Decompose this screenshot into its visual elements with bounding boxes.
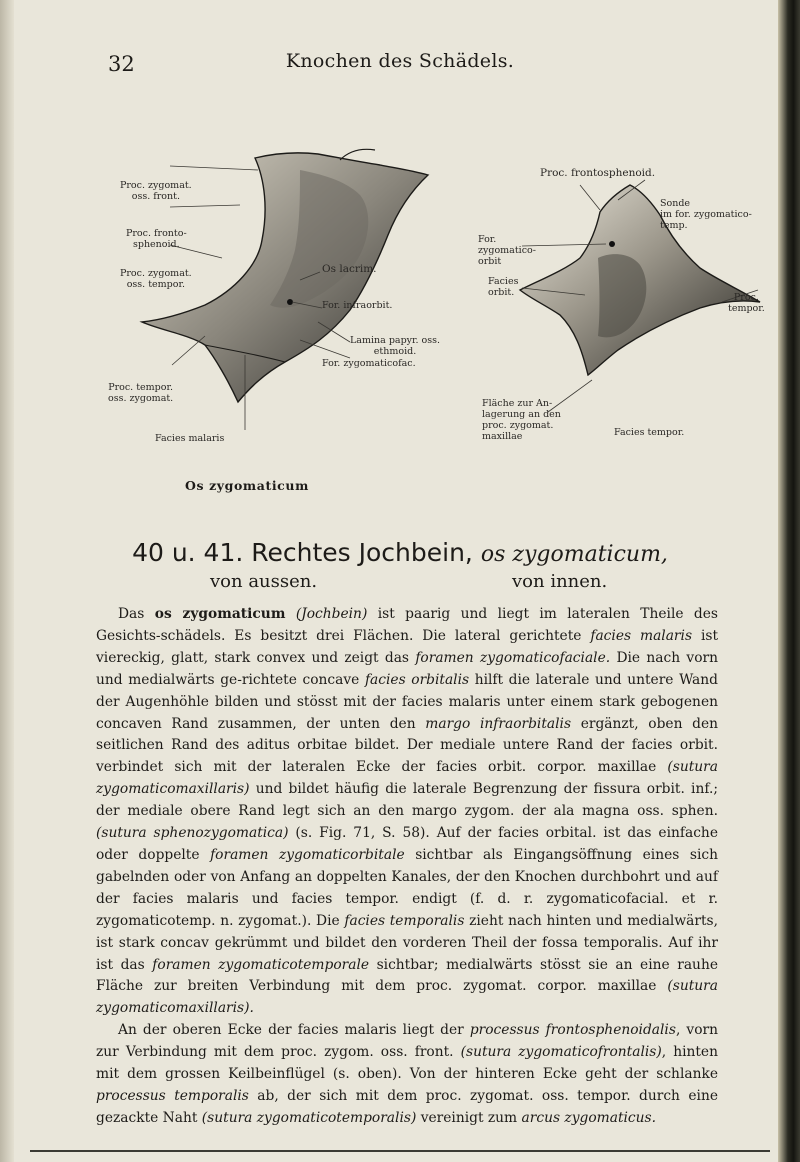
- label-proc-zygomat-oss-front: Proc. zygomat. oss. front.: [120, 180, 192, 202]
- text-run: und bildet häufig die laterale Begrenzung der fissura orbit. inf.; der mediale obere Rand legt sich an den margo zygom. der ala magna oss. sphen.: [96, 781, 718, 820]
- page-number: 32: [108, 52, 135, 76]
- label-proc-tempor: Proc. tempor.: [728, 292, 765, 314]
- bone-name-label: Os zygomaticum: [185, 478, 309, 493]
- text-run: (sutura sphenozygomatica): [96, 825, 289, 842]
- text-run: ist paarig und liegt im lateralen Theile des Gesichts-schädels. Es besitzt drei Flächen. Die lateral gerichtete: [96, 606, 718, 644]
- label-sonde: Sonde im for. zygomatico- temp.: [660, 198, 752, 231]
- text-run: , hinten mit dem grossen Keilbeinflügel (s. oben). Von der hinteren Ecke geht der schlanke: [96, 1044, 718, 1083]
- text-run: facies malaris: [590, 627, 693, 644]
- label-proc-frontosphenoid-left: Proc. fronto- sphenoid.: [126, 228, 187, 250]
- text-run: margo infraorbitalis: [425, 715, 572, 732]
- text-run: hilft die laterale und untere Wand der Augenhöhle bilden und stösst mit der facies malaris unter einem stark gebogenen concaven Rand zusammen, der unten den: [96, 671, 718, 732]
- text-run: vereinigt zum: [416, 1109, 522, 1126]
- paragraph-1: [96, 604, 718, 1020]
- text-run: ergänzt, oben den seitlichen Rand des aditus orbitae bildet. Der mediale untere Rand der facies orbit. verbindet sich mit der lateralen Ecke der facies orbit. corpor. maxillae: [96, 715, 718, 776]
- label-proc-frontosphenoid: Proc. frontosphenoid.: [540, 167, 656, 179]
- label-facies-tempor: Facies tempor.: [614, 427, 685, 438]
- text-run: (Jochbein): [295, 606, 368, 622]
- paragraph-2: [96, 1020, 718, 1130]
- text-run: (sutura zygomaticofrontalis): [460, 1044, 662, 1061]
- text-run: Das: [118, 606, 155, 622]
- figure-caption: [0, 538, 800, 567]
- caption-italic: os zygomaticum,: [480, 542, 668, 567]
- text-run: , vorn zur Verbindung mit dem proc. zygom. oss. front.: [96, 1022, 718, 1061]
- text-run: ist viereckig, glatt, stark convex und zeigt das: [96, 627, 718, 666]
- body-text: [96, 604, 718, 1130]
- caption-sub-left: von aussen.: [210, 571, 318, 592]
- label-lamina-papyr: Lamina papyr. oss. ethmoid.: [350, 335, 441, 357]
- text-run: processus temporalis: [96, 1087, 249, 1104]
- text-run: Die nach vorn und medialwärts ge-richtete concave: [96, 649, 718, 688]
- text-run: foramen zygomaticofaciale.: [415, 649, 611, 666]
- figure-zygomatic-bone: [0, 140, 800, 480]
- label-facies-orbit: Facies orbit.: [488, 276, 519, 298]
- text-run: facies temporalis: [344, 912, 465, 929]
- text-run: processus frontosphenoidalis: [469, 1022, 676, 1039]
- label-for-infraorbit: For. infraorbit.: [322, 300, 393, 311]
- text-run: An der oberen Ecke der facies malaris liegt der: [118, 1022, 470, 1039]
- text-run: sichtbar als Eingangsöffnung eines sich gabelnden oder von Anfang an doppelten Kanales, der den Knochen durchbohrt und auf der facies malaris und facies tempor. endigt (f. d. r. zygomaticofacial. et r. zygomaticotemp. n. zygomat.). Die: [96, 846, 718, 929]
- label-for-zygomaticofac: For. zygomaticofac.: [322, 358, 416, 369]
- text-run: foramen zygomaticotemporale: [152, 956, 370, 973]
- text-run: zieht nach hinten und medialwärts, ist stark concav gekrümmt und bildet den vorderen Theil der fossa temporalis. Auf ihr ist das: [96, 912, 718, 973]
- running-title: Knochen des Schädels.: [285, 50, 515, 72]
- label-flaeche-anlagerung: Fläche zur An- lagerung an den proc. zygomat. maxillae: [482, 398, 561, 442]
- text-run: (sutura zygomaticomaxillaris).: [96, 978, 718, 1017]
- text-run: ab, der sich mit dem proc. zygomat. oss. tempor. durch eine gezackte Naht: [96, 1087, 719, 1126]
- text-run: (s. Fig. 71, S. 58). Auf der facies orbital. ist das einfache oder doppelte: [96, 825, 718, 863]
- label-for-zygomatico-orbit: For. zygomatico- orbit: [478, 234, 536, 267]
- caption-main: 40 u. 41. Rechtes Jochbein,: [132, 538, 473, 567]
- label-os-lacrim: Os lacrim.: [322, 263, 377, 275]
- caption-sub-right: von innen.: [512, 571, 608, 592]
- text-run: (sutura zygomaticomaxillaris): [96, 759, 718, 798]
- text-run: [285, 606, 295, 622]
- text-run: (sutura zygomaticotemporalis): [201, 1109, 417, 1126]
- text-run: sichtbar; medialwärts stösst sie an eine rauhe Fläche zur breiten Verbindung mit dem proc. zygomat. corpor. maxillae: [96, 956, 718, 995]
- bottom-rule: [30, 1150, 770, 1152]
- text-run: arcus zygomaticus.: [521, 1109, 656, 1126]
- label-proc-tempor-oss-zygomat: Proc. tempor. oss. zygomat.: [108, 382, 174, 404]
- text-run: foramen zygomaticorbitale: [210, 846, 405, 863]
- label-proc-zygomat-oss-tempor: Proc. zygomat. oss. tempor.: [120, 268, 192, 290]
- label-facies-malaris: Facies malaris: [155, 433, 225, 444]
- text-run: os zygomaticum: [154, 606, 286, 622]
- text-run: facies orbitalis: [364, 671, 470, 688]
